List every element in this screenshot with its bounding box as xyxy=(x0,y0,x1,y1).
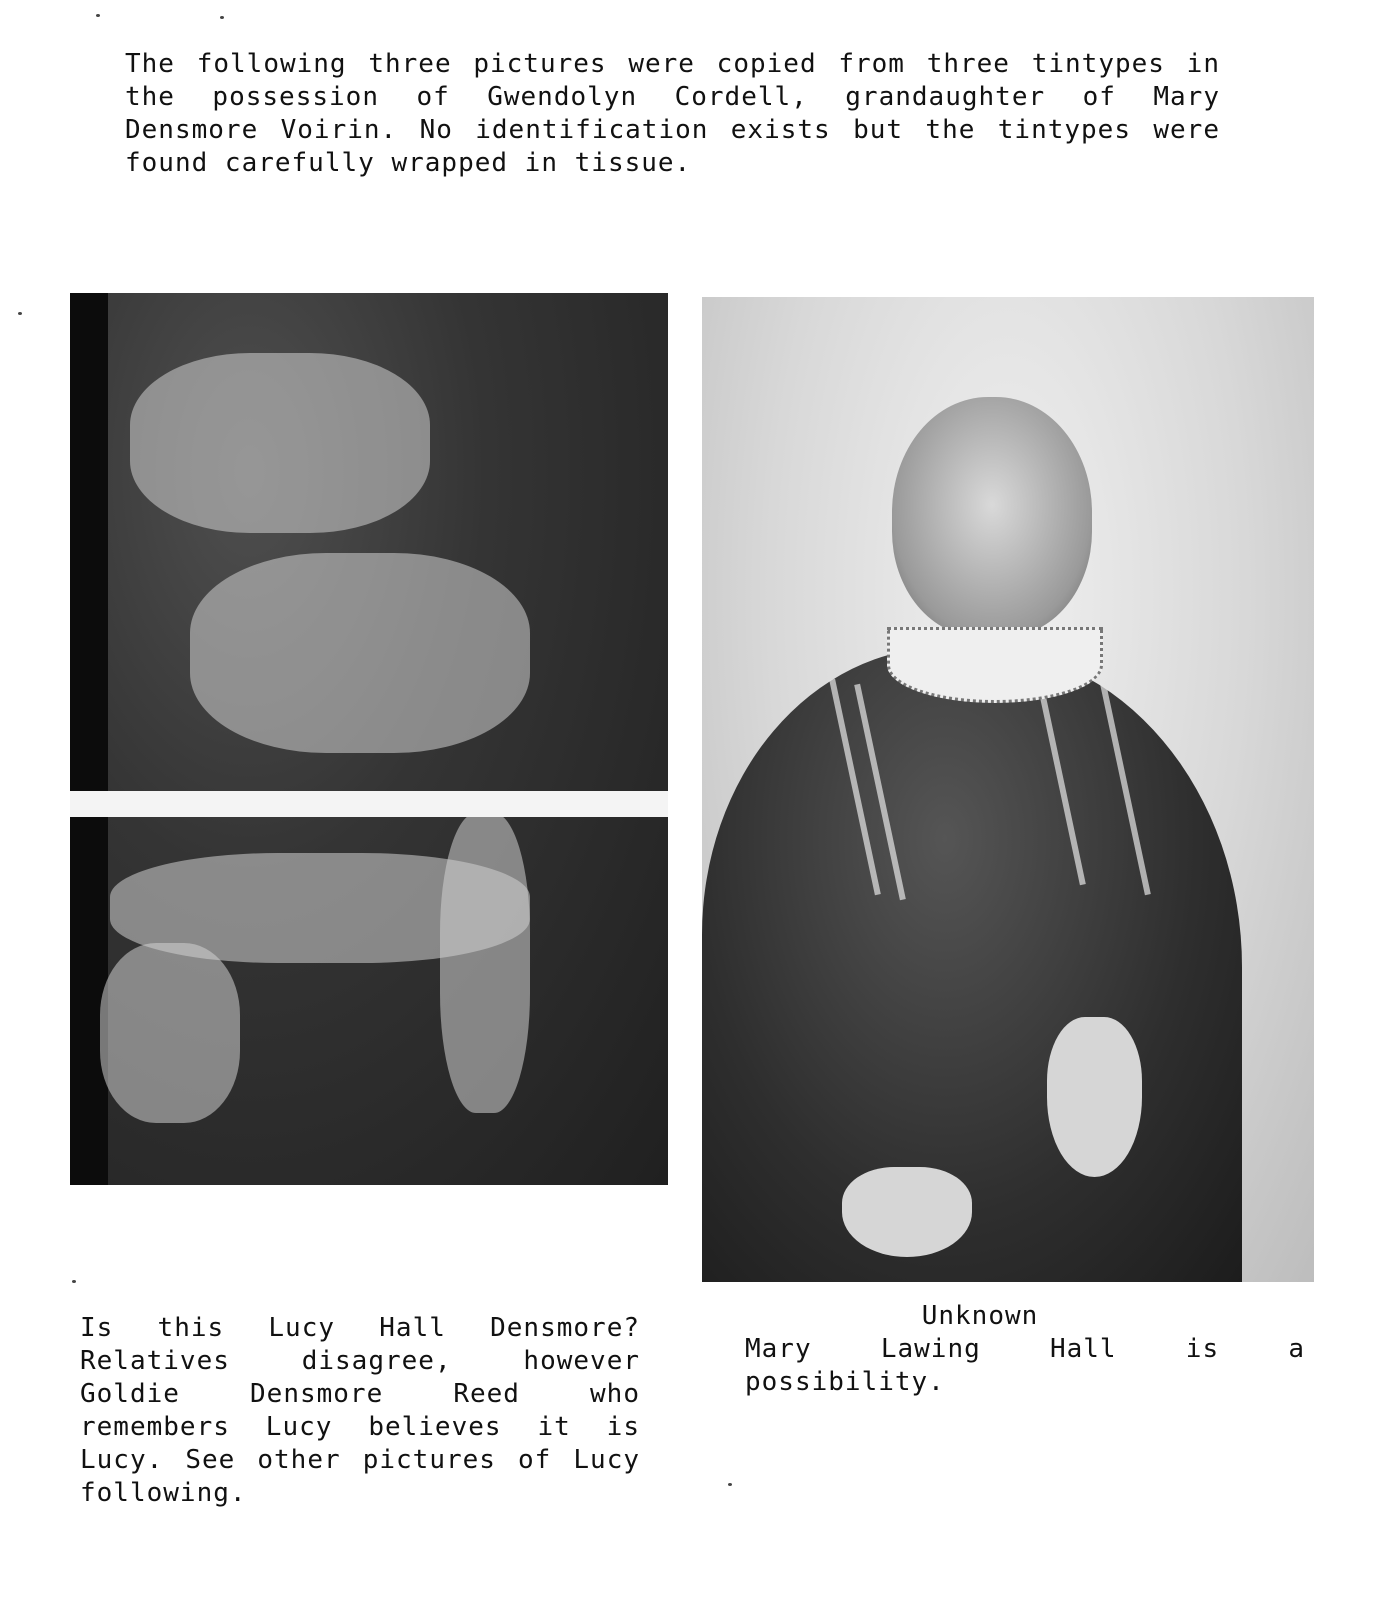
woman-portrait-photo xyxy=(702,297,1314,1282)
damaged-tintype-photo xyxy=(70,293,668,1185)
photo-faded-area xyxy=(130,353,430,533)
right-photo-title: Unknown xyxy=(921,1301,1039,1331)
photo-faded-area xyxy=(190,553,530,753)
print-speck xyxy=(18,312,22,315)
intro-paragraph: The following three pictures were copied from three tintypes in the possession of Gwendolyn Cordell, grandaughter of Mary Densmore Voirin. No identification exists but the tintypes were found carefully wrapped in tissue. xyxy=(125,49,1220,178)
print-speck xyxy=(96,14,100,17)
left-photo-caption: Is this Lucy Hall Densmore? Relatives disagree, however Goldie Densmore Reed who remembers Lucy believes it is Lucy. See other pictures of Lucy following. xyxy=(80,1313,640,1508)
photo-faded-area xyxy=(100,943,240,1123)
photo-faded-area xyxy=(440,813,530,1113)
print-speck xyxy=(728,1483,732,1486)
portrait-hand xyxy=(842,1167,972,1257)
print-speck xyxy=(72,1280,76,1283)
portrait-hand xyxy=(1047,1017,1142,1177)
photo-crack-band xyxy=(70,791,668,817)
right-photo-caption: Mary Lawing Hall is a possibility. xyxy=(745,1334,1305,1397)
print-speck xyxy=(220,16,224,19)
portrait-face xyxy=(892,397,1092,637)
portrait-lace-collar xyxy=(887,627,1103,703)
portrait-dress xyxy=(702,647,1242,1282)
